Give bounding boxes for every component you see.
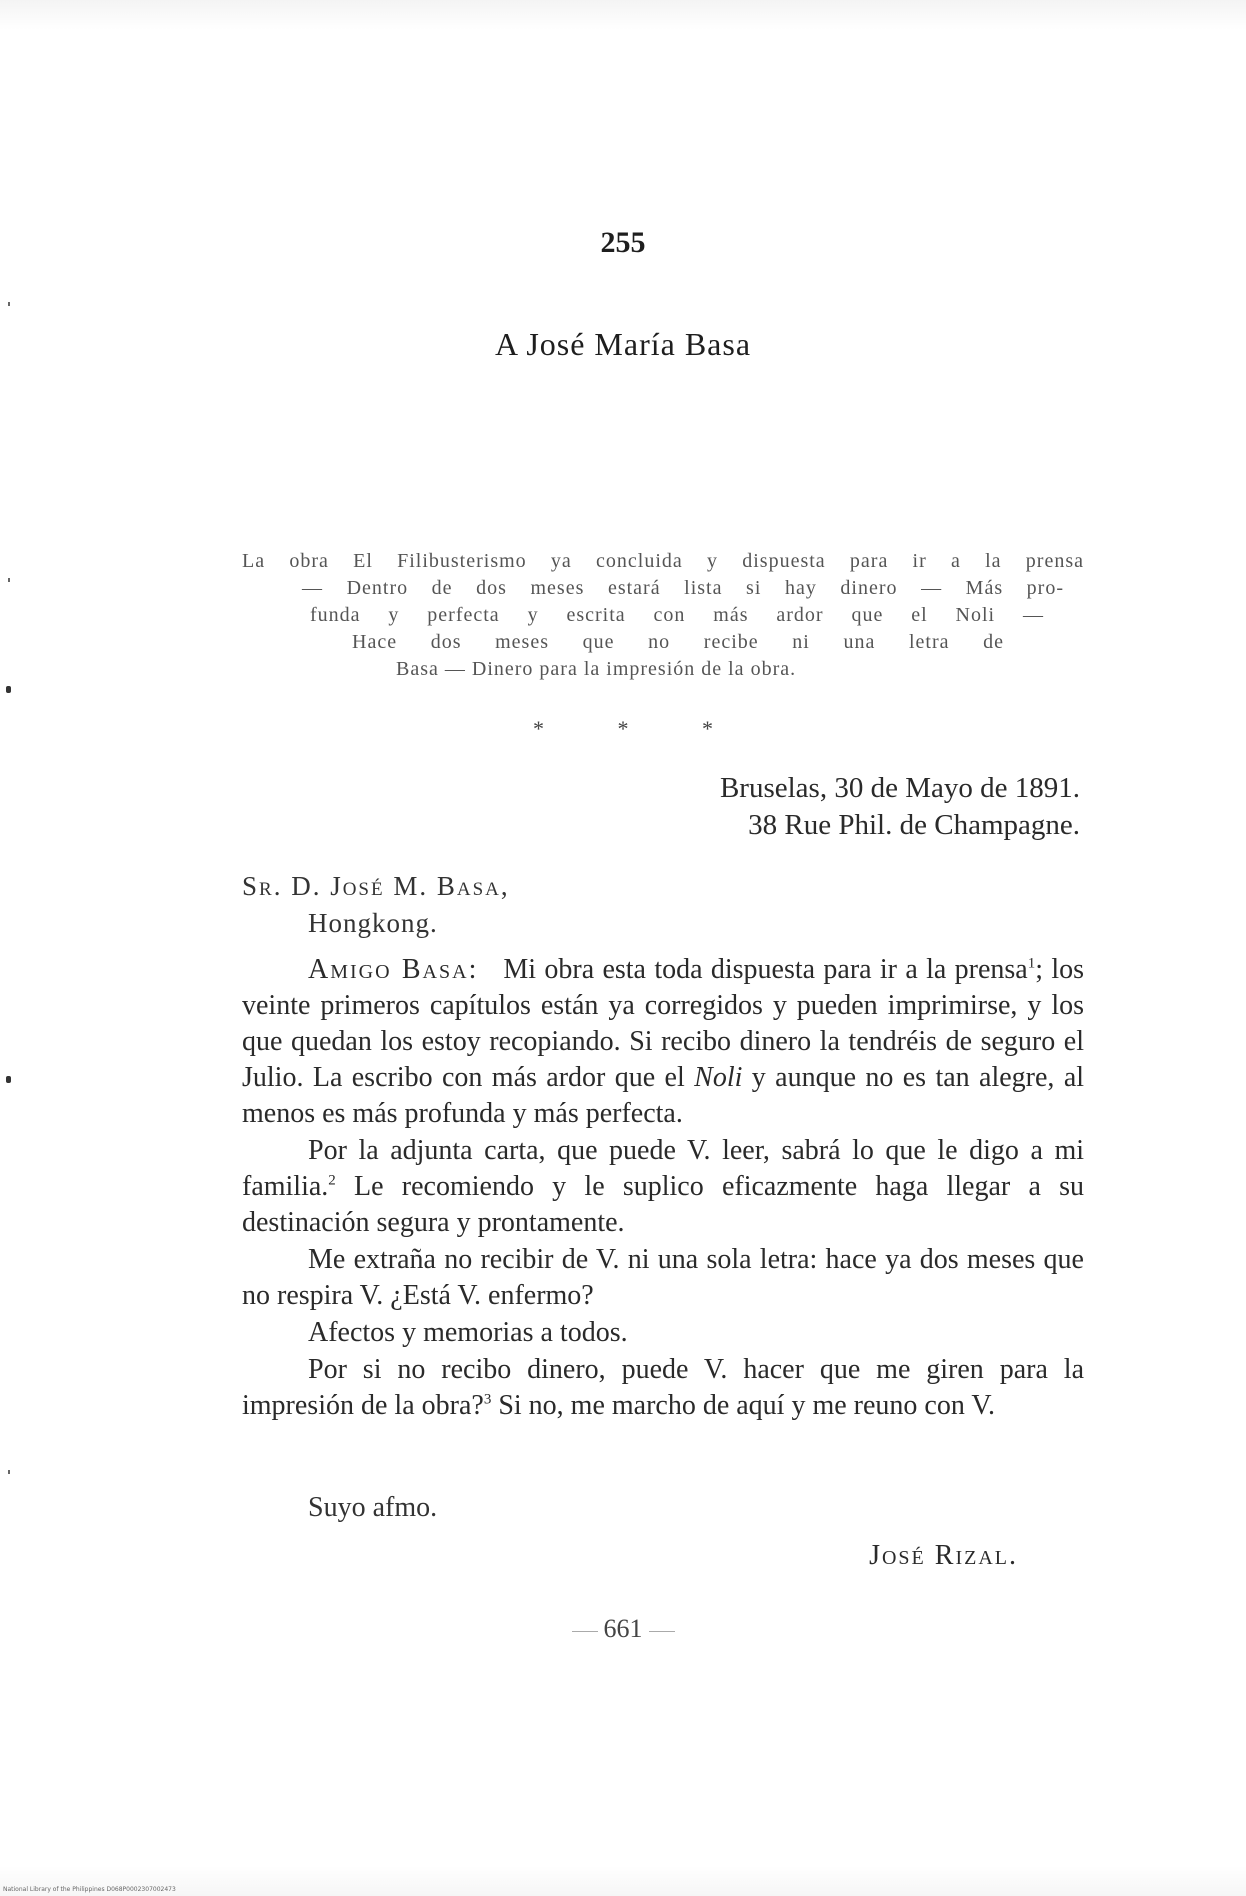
margin-mark — [6, 686, 11, 693]
place-date: Bruselas, 30 de Mayo de 1891. — [719, 772, 1080, 804]
footnote-ref: 2 — [328, 1172, 336, 1189]
paragraph: Afectos y memorias a todos. — [308, 1317, 628, 1348]
margin-mark — [8, 1470, 10, 1474]
margin-mark — [6, 1076, 11, 1083]
footnote-ref: 3 — [483, 1391, 492, 1408]
margin-mark — [8, 302, 10, 306]
letter-summary — [242, 548, 1084, 683]
paragraph: Por la adjunta carta, que puede V. leer, sabrá lo que le digo a mi familia.$^2$ Le recomiendo y le suplico eficazmente haga llegar a su destinación segura y prontamente. — [242, 1135, 1085, 1238]
summary-line: funda y perfecta y escrita con más ardor que el Noli — — [310, 604, 1044, 626]
summary-line: Hace dos meses que no recibe ni una letra de — [352, 631, 1004, 653]
page-number: 661 — [0, 1614, 1246, 1644]
dash-left — [572, 1631, 598, 1632]
letter-number: 255 — [600, 226, 646, 259]
dateline — [720, 770, 1080, 844]
letter-title: A José María Basa — [494, 326, 752, 362]
addressee-city: Hongkong. — [308, 908, 438, 938]
signature: José Rizal. — [869, 1540, 1018, 1571]
footnote-ref: 1 — [1027, 955, 1036, 972]
paragraph: Por si no recibo dinero, puede V. hacer que me giren para la impresión de la obra?$^3$ Si no, me marcho de aquí y me reuno con V. — [242, 1354, 1084, 1421]
dash-right — [649, 1631, 675, 1632]
summary-line: Basa — Dinero para la impresión de la obra. — [396, 658, 797, 680]
section-separator: * * * — [533, 716, 747, 741]
greeting: Amigo Basa: — [308, 954, 479, 985]
sender-address: 38 Rue Phil. de Champagne. — [748, 809, 1080, 841]
summary-line: La obra El Filibusterismo ya concluida y dispuesta para ir a la prensa — [242, 550, 1084, 572]
margin-mark — [8, 578, 10, 582]
book-title: Noli — [694, 1062, 743, 1093]
paragraph: Amigo Basa: Mi obra esta toda dispuesta para ir a la prensa$^1$; los veinte primeros capítulos están ya corregidos y pueden imprimirse, y los que quedan los estoy recopiando. Si recibo dinero la tendréis de seguro el Julio. La escribo con más ardor que el Noli y aunque no es tan alegre, al menos es más profunda y más perfecta. — [242, 954, 1085, 1129]
paragraph: Me extraña no recibir de V. ni una sola letra: hace ya dos meses que no respira V. ¿Está V. enfermo? — [242, 1244, 1084, 1311]
summary-line: — Dentro de dos meses estará lista si hay dinero — Más pro- — [302, 577, 1064, 599]
addressee — [242, 868, 510, 942]
addressee-name: Sr. D. José M. Basa, — [242, 871, 510, 901]
archive-footer: National Library of the Philippines D068P0002307002473 — [3, 1886, 176, 1893]
closing: Suyo afmo. — [308, 1492, 438, 1523]
letter-body — [242, 952, 1084, 1425]
